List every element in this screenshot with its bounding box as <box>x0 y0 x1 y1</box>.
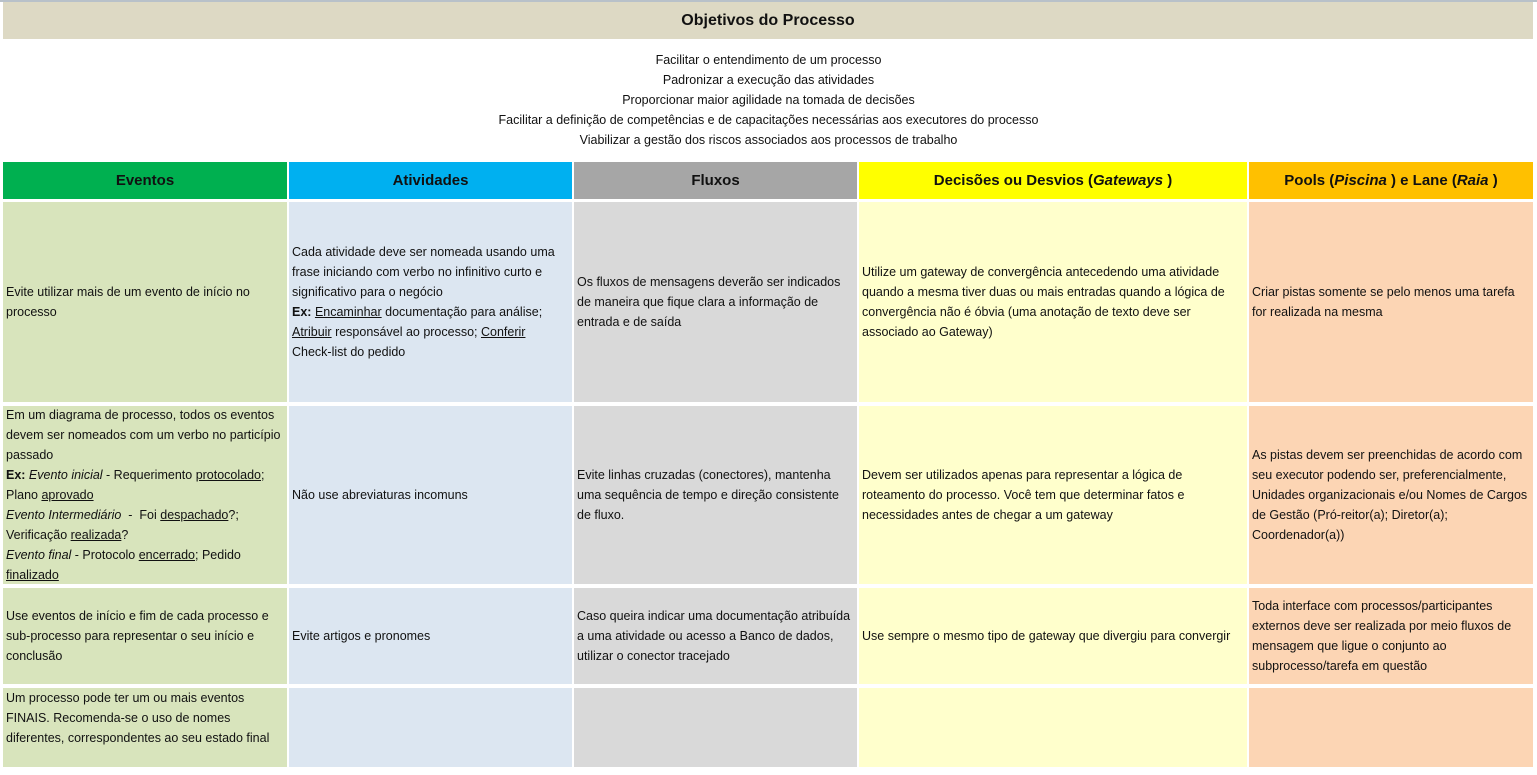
event-type-label: Evento inicial <box>25 468 103 482</box>
event-type-label: Evento Intermediário <box>6 508 122 522</box>
table-cell <box>289 202 572 402</box>
cell-text: Toda interface com processos/participantes externos deve ser realizada por meio fluxos de mensagem que ligue o conjunto ao subprocesso/tarefa em questão <box>1252 599 1512 673</box>
cell-text: As pistas devem ser preenchidas de acordo com seu executor podendo ser, preferencialmente, Unidades organizacionais e/ou Nomes de Cargos de Gestão (Pró-reitor(a); Diretor(a); Coordenador(a)) <box>1252 448 1528 542</box>
cell-text <box>6 405 284 585</box>
objective-item: Viabilizar a gestão dos riscos associados aos processos de trabalho <box>579 133 958 147</box>
cell-text: Criar pistas somente se pelo menos uma tarefa for realizada na mesma <box>1252 285 1515 319</box>
column-header-eventos <box>3 162 287 199</box>
cell-text: Não use abreviaturas incomuns <box>292 488 468 502</box>
column-header-pools <box>1249 162 1533 199</box>
table-cell <box>859 406 1247 584</box>
header-italic-text: Gateways <box>1093 171 1164 189</box>
column-header-label: Eventos <box>115 171 175 189</box>
example-verb: encerrado <box>138 548 196 562</box>
cell-text-part: ?; Verificação <box>6 508 239 542</box>
cell-text-part: Cada atividade deve ser nomeada usando uma frase iniciando com verbo no infinitivo curto e significativo para o negócio <box>292 245 555 299</box>
page-title-text: Objetivos do Processo <box>681 11 855 29</box>
cell-text: Evite utilizar mais de um evento de início no processo <box>6 285 250 319</box>
header-text: Decisões ou Desvios ( <box>933 171 1093 189</box>
table-cell <box>574 588 857 684</box>
cell-text-part: responsável ao processo; <box>331 325 481 339</box>
cell-text-part: Em um diagrama de processo, todos os eventos devem ser nomeados com um verbo no particípio passado <box>6 408 281 462</box>
header-text: Pools ( <box>1284 171 1335 189</box>
table-cell-empty <box>289 688 572 767</box>
cell-text: Evite artigos e pronomes <box>292 629 431 643</box>
example-label: Ex: <box>292 305 312 319</box>
column-header-label: Atividades <box>392 171 469 189</box>
objectives-list <box>0 50 1537 150</box>
cell-text <box>292 242 569 362</box>
page-title <box>3 2 1533 39</box>
header-italic-text: Raia <box>1456 171 1489 189</box>
table-cell <box>289 588 572 684</box>
header-text: ) <box>1163 171 1173 189</box>
cell-text-part: Check-list do pedido <box>292 345 406 359</box>
cell-text-part: - Foi <box>121 508 161 522</box>
cell-text: Use eventos de início e fim de cada processo e sub-processo para representar o seu início e conclusão <box>6 609 269 663</box>
objective-item: Facilitar o entendimento de um processo <box>655 53 882 67</box>
table-cell <box>574 202 857 402</box>
event-type-label: Evento final <box>6 548 72 562</box>
objective-item: Proporcionar maior agilidade na tomada de decisões <box>622 93 915 107</box>
example-verb: Atribuir <box>292 325 332 339</box>
cell-text-part: documentação para análise; <box>381 305 543 319</box>
cell-text: Os fluxos de mensagens deverão ser indicados de maneira que fique clara a informação de entrada e de saída <box>577 275 841 329</box>
column-header-fluxos <box>574 162 857 199</box>
column-header-label <box>1284 171 1497 191</box>
table-cell <box>1249 202 1533 402</box>
column-header-decisoes <box>859 162 1247 199</box>
example-verb: realizada <box>70 528 122 542</box>
example-verb: despachado <box>160 508 229 522</box>
cell-text-part: - Protocolo <box>71 548 139 562</box>
cell-text-part: - Requerimento <box>102 468 196 482</box>
table-cell-empty <box>859 688 1247 767</box>
table-cell-empty <box>1249 688 1533 767</box>
cell-text: Utilize um gateway de convergência antecedendo uma atividade quando a mesma tiver duas ou mais entradas quando a lógica de convergência não é óbvia (uma anotação de texto deve ser associado ao Gateway) <box>862 265 1225 339</box>
cell-text-part: ; Plano <box>6 468 265 502</box>
example-verb: finalizado <box>6 568 59 582</box>
table-cell <box>1249 406 1533 584</box>
table-cell <box>3 688 287 767</box>
cell-text-part: ; Pedido <box>195 548 241 562</box>
column-header-label <box>934 171 1172 191</box>
example-verb: protocolado <box>195 468 262 482</box>
table-cell-empty <box>574 688 857 767</box>
table-cell <box>3 588 287 684</box>
table-cell <box>574 406 857 584</box>
table-cell <box>859 588 1247 684</box>
column-header-atividades <box>289 162 572 199</box>
header-italic-text: Piscina <box>1334 171 1387 189</box>
header-text: ) <box>1488 171 1498 189</box>
example-label: Ex: <box>6 468 26 482</box>
table-cell <box>859 202 1247 402</box>
table-cell <box>3 406 287 584</box>
header-text: ) e Lane ( <box>1386 171 1457 189</box>
table-cell <box>1249 588 1533 684</box>
cell-text: Evite linhas cruzadas (conectores), mantenha uma sequência de tempo e direção consistente de fluxo. <box>577 468 839 522</box>
cell-text-part: ? <box>121 528 129 542</box>
cell-text: Use sempre o mesmo tipo de gateway que divergiu para convergir <box>862 629 1231 643</box>
example-verb: Conferir <box>480 325 526 339</box>
column-header-label: Fluxos <box>691 171 740 189</box>
table-cell <box>289 406 572 584</box>
objective-item: Facilitar a definição de competências e de capacitações necessárias aos executores do processo <box>498 113 1039 127</box>
cell-text: Devem ser utilizados apenas para representar a lógica de roteamento do processo. Você tem que determinar fatos e necessidades antes de chegar a um gateway <box>862 468 1185 522</box>
example-verb: aprovado <box>41 488 94 502</box>
objective-item: Padronizar a execução das atividades <box>662 73 875 87</box>
example-verb: Encaminhar <box>314 305 382 319</box>
cell-text: Um processo pode ter um ou mais eventos FINAIS. Recomenda-se o uso de nomes diferentes, correspondentes ao seu estado final <box>6 691 270 745</box>
cell-text: Caso queira indicar uma documentação atribuída a uma atividade ou acesso a Banco de dados, utilizar o conector tracejado <box>577 609 851 663</box>
table-cell <box>3 202 287 402</box>
